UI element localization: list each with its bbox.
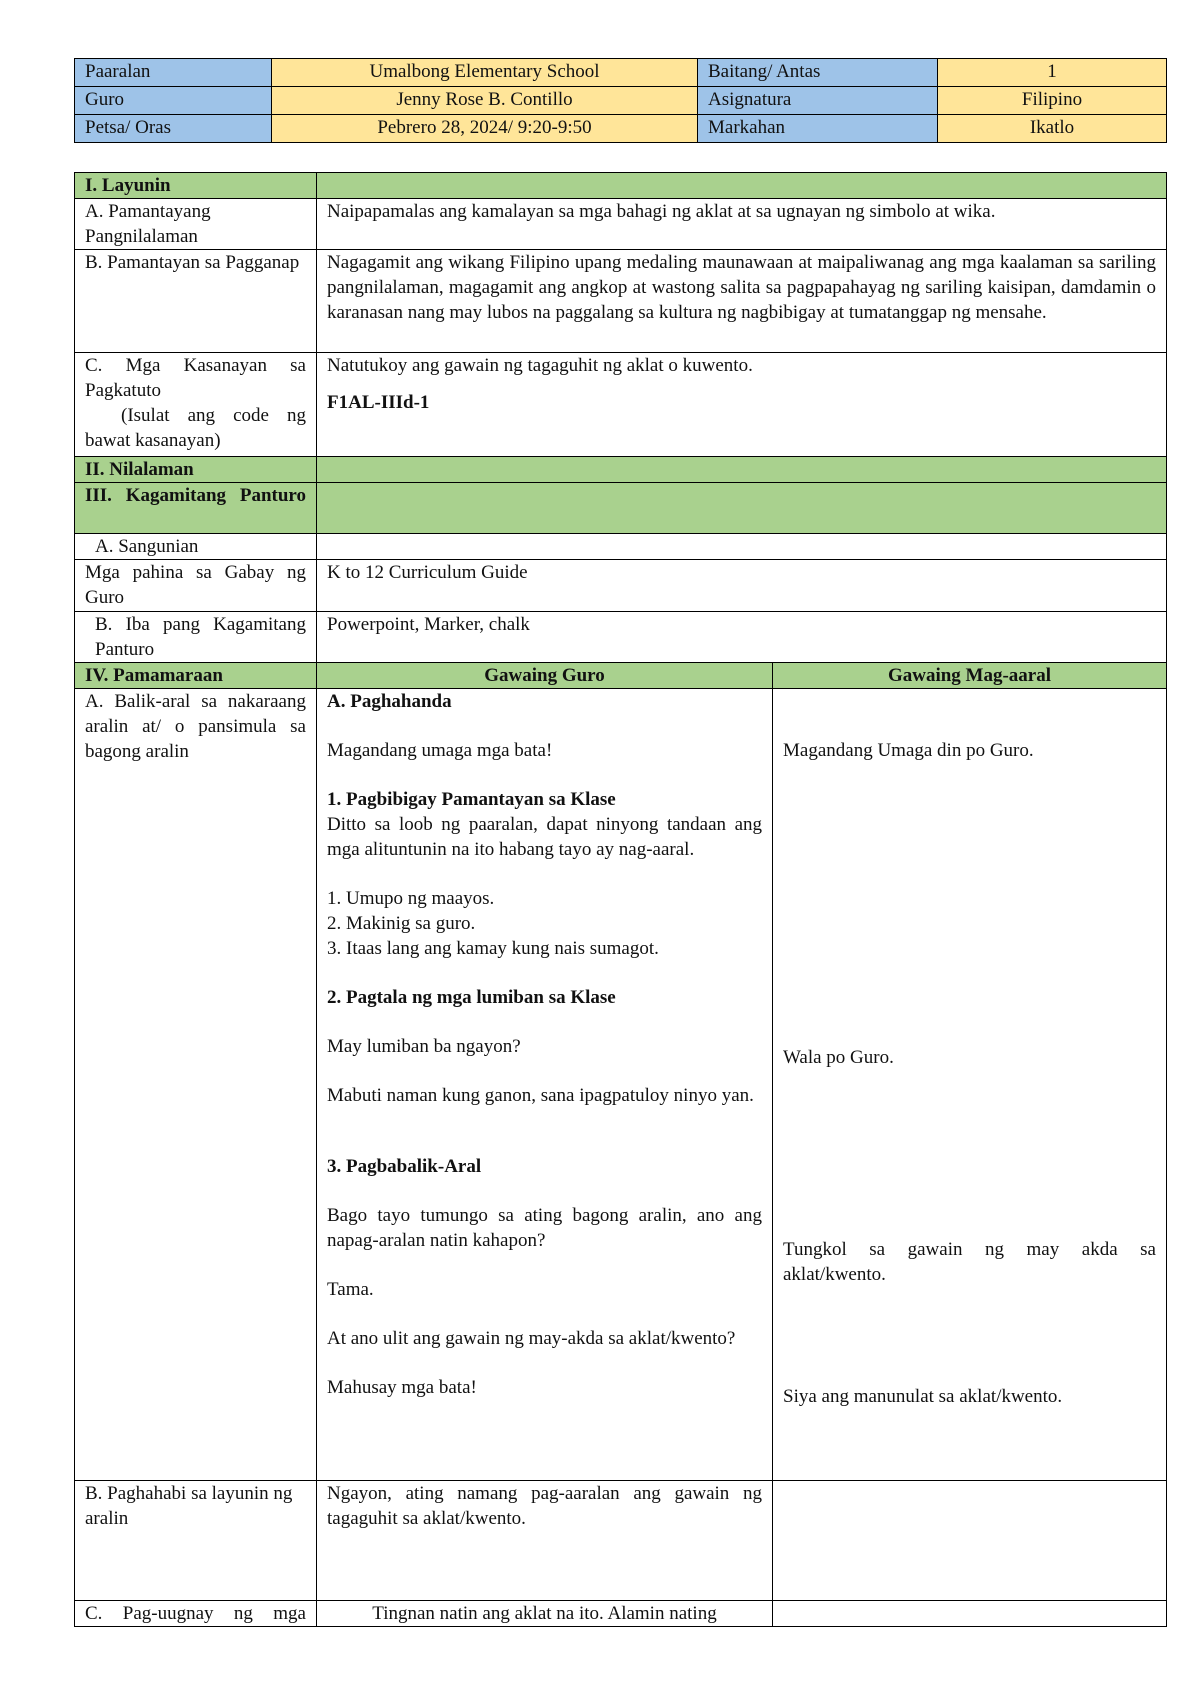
pamantayan-pagganap-label: B. Pamantayan sa Pagganap bbox=[75, 250, 317, 353]
paghahabi-label: B. Paghahabi sa layunin ng aralin bbox=[75, 1481, 317, 1601]
school-value: Umalbong Elementary School bbox=[272, 59, 698, 87]
col-gawaing-guro: Gawaing Guro bbox=[317, 663, 773, 689]
pag-uugnay-label: C. Pag-uugnay ng mga bbox=[75, 1601, 317, 1627]
school-label: Paaralan bbox=[75, 59, 272, 87]
quarter-label: Markahan bbox=[698, 115, 938, 143]
header-row-teacher bbox=[75, 87, 1167, 115]
kasanayan-sublabel: (Isulat ang code ng bawat kasanayan) bbox=[85, 405, 306, 451]
iba-kagamitan-row bbox=[75, 612, 1167, 663]
balik-aral-title: 3. Pagbabalik-Aral bbox=[327, 1156, 482, 1177]
kasanayan-code: F1AL-IIId-1 bbox=[327, 392, 430, 413]
greeting-text: Magandang umaga mga bata! bbox=[327, 740, 553, 761]
layunin-title: I. Layunin bbox=[75, 173, 317, 199]
header-row-date bbox=[75, 115, 1167, 143]
nilalaman-title: II. Nilalaman bbox=[75, 457, 317, 483]
quarter-value: Ikatlo bbox=[938, 115, 1167, 143]
header-row-school bbox=[75, 59, 1167, 87]
lumiban-response: Mabuti naman kung ganon, sana ipagpatuloy ninyo yan. bbox=[327, 1085, 754, 1106]
teacher-label: Guro bbox=[75, 87, 272, 115]
sangunian-row bbox=[75, 534, 1167, 560]
kagamitan-row bbox=[75, 483, 1167, 534]
kasanayan-label: C. Mga Kasanayan sa Pagkatuto bbox=[85, 355, 306, 401]
gabay-row bbox=[75, 560, 1167, 612]
sangunian-label: A. Sangunian bbox=[75, 534, 317, 560]
kasanayan-value-cell bbox=[317, 353, 1167, 457]
balik-aral-magaaral bbox=[773, 689, 1167, 1481]
grade-label: Baitang/ Antas bbox=[698, 59, 938, 87]
pag-uugnay-guro: Tingnan natin ang aklat na ito. Alamin nating bbox=[317, 1601, 773, 1627]
balik-aral-row bbox=[75, 689, 1167, 1481]
pamantayan-title: 1. Pagbibigay Pamantayan sa Klase bbox=[327, 789, 616, 810]
layunin-row bbox=[75, 173, 1167, 199]
iba-kagamitan-label: B. Iba pang Kagamitang Panturo bbox=[75, 612, 317, 663]
paghahabi-row bbox=[75, 1481, 1167, 1601]
col-gawaing-magaaral: Gawaing Mag-aaral bbox=[773, 663, 1167, 689]
kagamitan-title: III. Kagamitang Panturo bbox=[75, 483, 317, 534]
pag-uugnay-row bbox=[75, 1601, 1167, 1627]
pamantayan-pagganap-value: Nagagamit ang wikang Filipino upang medaling maunawaan at maipaliwanag ang mga kaalaman sa sariling pangnilalaman, magagamit ang angkop at wastong salita sa pagpapahayag ng sariling kaisipan, damdamin o karanasan nang may lubos na paggalang sa kultura ng nagbibigay at tumatanggap ng mensahe. bbox=[317, 250, 1167, 353]
pamantayang-pangnilalaman-label: A. Pamantayang Pangnilalaman bbox=[75, 199, 317, 250]
balik-aral-guro bbox=[317, 689, 773, 1481]
paghahabi-guro: Ngayon, ating namang pag-aaralan ang gawain ng tagaguhit sa aklat/kwento. bbox=[317, 1481, 773, 1601]
rule-1: 1. Umupo ng maayos. bbox=[327, 888, 495, 909]
subject-label: Asignatura bbox=[698, 87, 938, 115]
gabay-label: Mga pahina sa Gabay ng Guro bbox=[75, 560, 317, 612]
date-label: Petsa/ Oras bbox=[75, 115, 272, 143]
kasanayan-label-cell bbox=[75, 353, 317, 457]
sangunian-value bbox=[317, 534, 1167, 560]
kasanayan-value: Natutukoy ang gawain ng tagaguhit ng aklat o kuwento. bbox=[327, 355, 753, 376]
lesson-plan-table bbox=[74, 172, 1167, 1627]
balik-aral-label: A. Balik-aral sa nakaraang aralin at/ o pansimula sa bagong aralin bbox=[75, 689, 317, 1481]
tama-text: Tama. bbox=[327, 1279, 374, 1300]
subject-value: Filipino bbox=[938, 87, 1167, 115]
date-value: Pebrero 28, 2024/ 9:20-9:50 bbox=[272, 115, 698, 143]
pamantayang-pangnilalaman-value: Naipapamalas ang kamalayan sa mga bahagi ng aklat at sa ugnayan ng simbolo at wika. bbox=[317, 199, 1167, 250]
nilalaman-row bbox=[75, 457, 1167, 483]
kasanayan-row bbox=[75, 353, 1167, 457]
layunin-fill bbox=[317, 173, 1167, 199]
kagamitan-fill bbox=[317, 483, 1167, 534]
teacher-value: Jenny Rose B. Contillo bbox=[272, 87, 698, 115]
nilalaman-fill bbox=[317, 457, 1167, 483]
ulit-question: At ano ulit ang gawain ng may-akda sa aklat/kwento? bbox=[327, 1328, 736, 1349]
gabay-value: K to 12 Curriculum Guide bbox=[317, 560, 1167, 612]
lumiban-reply: Wala po Guro. bbox=[783, 1047, 894, 1068]
pamamaraan-header-row bbox=[75, 663, 1167, 689]
rule-3: 3. Itaas lang ang kamay kung nais sumagot. bbox=[327, 938, 659, 959]
grade-value: 1 bbox=[938, 59, 1167, 87]
ulit-reply: Siya ang manunulat sa aklat/kwento. bbox=[783, 1386, 1063, 1407]
mahusay-text: Mahusay mga bata! bbox=[327, 1377, 477, 1398]
lumiban-title: 2. Pagtala ng mga lumiban sa Klase bbox=[327, 987, 616, 1008]
pamantayan-text: Ditto sa loob ng paaralan, dapat ninyong tandaan ang mga alituntunin na ito habang tayo ay nag-aaral. bbox=[327, 814, 762, 860]
rule-2: 2. Makinig sa guro. bbox=[327, 913, 476, 934]
pamantayang-pangnilalaman-row bbox=[75, 199, 1167, 250]
paghahanda-title: A. Paghahanda bbox=[327, 691, 452, 712]
iba-kagamitan-value: Powerpoint, Marker, chalk bbox=[317, 612, 1167, 663]
pamantayan-pagganap-row bbox=[75, 250, 1167, 353]
header-table bbox=[74, 58, 1167, 143]
greeting-reply: Magandang Umaga din po Guro. bbox=[783, 740, 1034, 761]
pamamaraan-title: IV. Pamamaraan bbox=[75, 663, 317, 689]
pag-uugnay-magaaral bbox=[773, 1601, 1167, 1627]
balik-aral-question: Bago tayo tumungo sa ating bagong aralin, ano ang napag-aralan natin kahapon? bbox=[327, 1205, 762, 1251]
paghahabi-magaaral bbox=[773, 1481, 1167, 1601]
balik-aral-reply: Tungkol sa gawain ng may akda sa aklat/kwento. bbox=[783, 1239, 1156, 1285]
lumiban-question: May lumiban ba ngayon? bbox=[327, 1036, 521, 1057]
